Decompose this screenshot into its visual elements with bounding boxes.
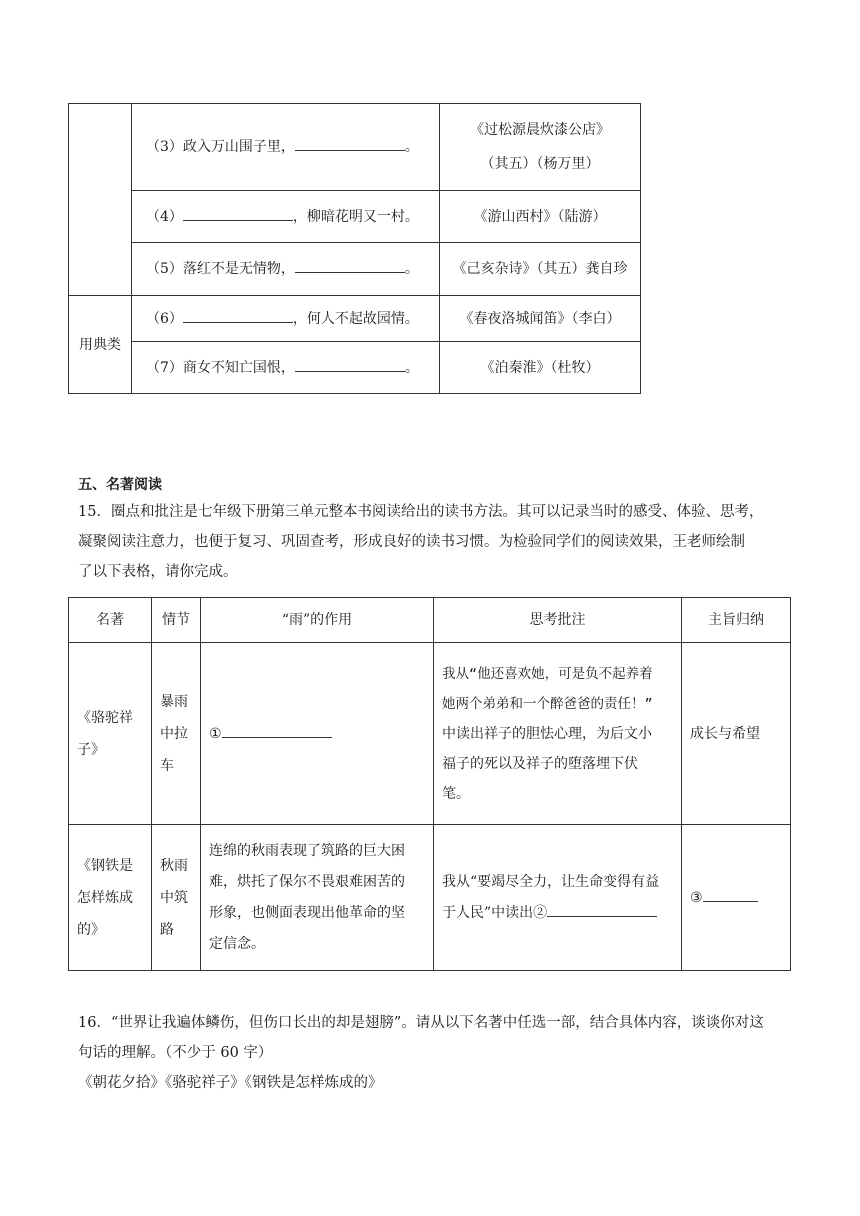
answer-blank[interactable] [295,355,405,372]
poem-source: 《春夜洛城闻笛》（李白） [440,296,641,342]
question-16: 16．“世界让我遍体鳞伤，但伤口长出的却是翅膀”。请从以下名著中任选一部，结合具体内容，谈谈你对这 句话的理解。（不少于 60 字） 《朝花夕拾》《骆驼祥子》《钢铁是怎样炼成的》 [78,1015,764,1091]
header-cell: “雨”的作用 [201,598,434,643]
section-title: 五、名著阅读 [78,477,162,493]
rain-role-cell: 连绵的秋雨表现了筑路的巨大困 难，烘托了保尔不畏艰难困苦的 形象，也侧面表现出他革命的坚 定信念。 [201,825,434,971]
header-cell: 思考批注 [434,598,682,643]
book-cell: 《钢铁是 怎样炼成 的》 [69,825,152,971]
answer-blank[interactable] [547,900,657,917]
answer-blank[interactable] [183,204,293,221]
poem-line: （4） ，柳暗花明又一村。 [132,191,440,243]
poem-table [68,103,641,394]
plot-cell: 秋雨 中筑 路 [152,825,201,971]
category-cell: 用典类 [69,296,132,394]
theme-cell: ③ [682,825,791,971]
note-cell: 我从“要竭尽全力，让生命变得有益 于人民”中读出② [434,825,682,971]
table-header-row [69,598,791,643]
poem-source: 《己亥杂诗》（其五）龚自珍 [440,243,641,296]
poem-line: （6） ，何人不起故园情。 [132,296,440,342]
poem-line: （5）落红不是无情物， 。 [132,243,440,296]
answer-blank[interactable] [183,306,293,323]
reading-table [68,597,791,971]
header-cell: 名著 [69,598,152,643]
book-cell: 《骆驼祥 子》 [69,643,152,825]
answer-blank[interactable] [222,721,332,738]
poem-source: 《过松源晨炊漆公店》 （其五）（杨万里） [440,104,641,191]
rain-role-cell: ① [201,643,434,825]
plot-cell: 暴雨 中拉 车 [152,643,201,825]
poem-line: （3）政入万山围子里， 。 [132,104,440,191]
answer-blank[interactable] [703,885,758,902]
theme-cell: 成长与希望 [682,643,791,825]
category-cell [69,104,132,296]
header-cell: 情节 [152,598,201,643]
poem-source: 《游山西村》（陆游） [440,191,641,243]
answer-blank[interactable] [295,256,405,273]
table-row [69,825,791,971]
question-15: 15．圈点和批注是七年级下册第三单元整本书阅读给出的读书方法。其可以记录当时的感受、体验、思考， 凝聚阅读注意力，也便于复习、巩固查考，形成良好的读书习惯。为检验同学们的阅读效果，王老师绘制 了以下表格，请你完成。 [78,504,764,580]
table-row [69,643,791,825]
header-cell: 主旨归纳 [682,598,791,643]
poem-source: 《泊秦淮》（杜牧） [440,342,641,394]
note-cell: 我从“他还喜欢她，可是负不起养着 她两个弟弟和一个醉爸爸的责任！” 中读出祥子的胆怯心理，为后文小 福子的死以及祥子的堕落埋下伏 笔。 [434,643,682,825]
answer-blank[interactable] [295,134,405,151]
poem-line: （7）商女不知亡国恨， 。 [132,342,440,394]
